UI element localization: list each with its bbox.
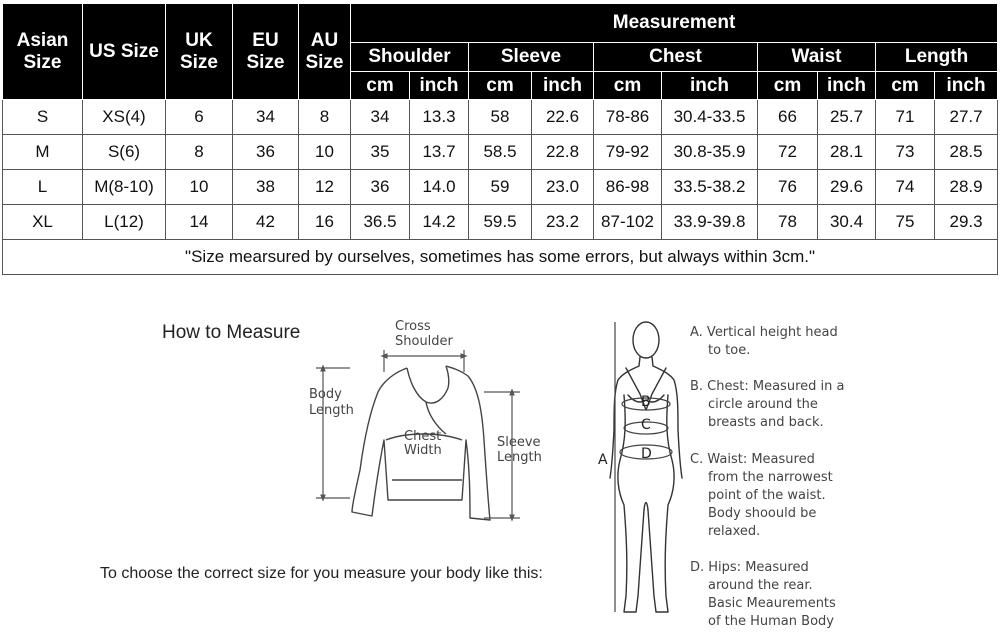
note-b-line-1: B. Chest: Measured in a — [690, 379, 845, 394]
sleeve-length-label-2: Length — [497, 450, 542, 465]
note-d-line-2: around the rear. — [708, 578, 813, 593]
size-cell: 72 — [758, 135, 818, 170]
size-cell: 30.4-33.5 — [662, 100, 758, 135]
size-cell: 23.2 — [532, 205, 594, 240]
size-cell: 34 — [233, 100, 299, 135]
size-cell: L(12) — [83, 205, 166, 240]
size-cell: 78-86 — [594, 100, 662, 135]
unit-header: inch — [532, 72, 594, 100]
unit-header: inch — [818, 72, 876, 100]
header-length: Length — [876, 43, 998, 72]
size-cell: 33.5-38.2 — [662, 170, 758, 205]
size-cell: 14 — [166, 205, 233, 240]
size-cell: 23.0 — [532, 170, 594, 205]
body-length-label-1: Body — [309, 387, 342, 402]
marker-c: C — [641, 417, 651, 433]
size-cell: 75 — [876, 205, 935, 240]
header-chest: Chest — [594, 43, 758, 72]
note-c-line-2: from the narrowest — [708, 470, 833, 485]
size-cell: 36.5 — [351, 205, 410, 240]
size-cell: 71 — [876, 100, 935, 135]
size-cell: M(8-10) — [83, 170, 166, 205]
size-cell: 30.4 — [818, 205, 876, 240]
cross-shoulder-label-2: Shoulder — [395, 334, 453, 349]
size-cell: S(6) — [83, 135, 166, 170]
note-a-line-2: to toe. — [708, 343, 751, 358]
size-cell: 28.1 — [818, 135, 876, 170]
size-cell: 22.6 — [532, 100, 594, 135]
size-cell: S — [3, 100, 83, 135]
header-us-size: US Size — [83, 4, 166, 100]
size-cell: 13.7 — [410, 135, 469, 170]
size-cell: 36 — [351, 170, 410, 205]
size-cell: 13.3 — [410, 100, 469, 135]
header-eu-size: EU Size — [233, 4, 299, 100]
note-c-line-1: C. Waist: Measured — [690, 452, 815, 467]
unit-header: cm — [594, 72, 662, 100]
size-cell: 42 — [233, 205, 299, 240]
size-cell: 74 — [876, 170, 935, 205]
size-cell: 35 — [351, 135, 410, 170]
body-measure-lines — [615, 322, 672, 612]
body-figure — [610, 322, 682, 612]
cross-shoulder-label-1: Cross — [395, 319, 431, 334]
header-asian-size: Asian Size — [3, 4, 83, 100]
size-cell: L — [3, 170, 83, 205]
size-cell: 79-92 — [594, 135, 662, 170]
size-cell: 27.7 — [935, 100, 998, 135]
size-cell: 59.5 — [469, 205, 532, 240]
size-cell: 78 — [758, 205, 818, 240]
size-cell: 29.6 — [818, 170, 876, 205]
marker-a: A — [598, 452, 608, 468]
sleeve-length-label-1: Sleeve — [497, 435, 541, 450]
size-cell: 58 — [469, 100, 532, 135]
size-cell: 10 — [166, 170, 233, 205]
note-c-line-5: relaxed. — [708, 524, 761, 539]
unit-header: cm — [758, 72, 818, 100]
chest-width-label-1: Chest — [404, 429, 442, 444]
unit-header: inch — [662, 72, 758, 100]
size-cell: M — [3, 135, 83, 170]
note-d-line-3: Basic Meaurements — [708, 596, 836, 611]
size-cell: 8 — [299, 100, 351, 135]
unit-header: cm — [351, 72, 410, 100]
size-cell: 29.3 — [935, 205, 998, 240]
size-cell: 36 — [233, 135, 299, 170]
body-length-label-2: Length — [309, 403, 354, 418]
size-cell: 87-102 — [594, 205, 662, 240]
note-a-line-1: A. Vertical height head — [690, 325, 838, 340]
unit-header: inch — [935, 72, 998, 100]
size-cell: 38 — [233, 170, 299, 205]
marker-b: B — [641, 394, 651, 410]
unit-header: cm — [469, 72, 532, 100]
unit-header: inch — [410, 72, 469, 100]
note-b-line-3: breasts and back. — [708, 415, 824, 430]
chest-width-label-2: Width — [404, 443, 442, 458]
size-cell: 73 — [876, 135, 935, 170]
size-cell: 10 — [299, 135, 351, 170]
header-sleeve: Sleeve — [469, 43, 594, 72]
size-cell: 59 — [469, 170, 532, 205]
size-cell: 25.7 — [818, 100, 876, 135]
unit-header: cm — [876, 72, 935, 100]
header-uk-size: UK Size — [166, 4, 233, 100]
note-d-line-1: D. Hips: Measured — [690, 560, 809, 575]
size-cell: 34 — [351, 100, 410, 135]
size-cell: 76 — [758, 170, 818, 205]
size-cell: 16 — [299, 205, 351, 240]
size-cell: 66 — [758, 100, 818, 135]
size-cell: 28.5 — [935, 135, 998, 170]
size-cell: 33.9-39.8 — [662, 205, 758, 240]
note-c-line-3: point of the waist. — [708, 488, 826, 503]
size-cell: 22.8 — [532, 135, 594, 170]
header-au-size: AU Size — [299, 4, 351, 100]
size-cell: 14.0 — [410, 170, 469, 205]
size-cell: 28.9 — [935, 170, 998, 205]
header-shoulder: Shoulder — [351, 43, 469, 72]
marker-d: D — [641, 446, 652, 462]
size-cell: XL — [3, 205, 83, 240]
choose-size-instruction: To choose the correct size for you measure your body like this: — [100, 565, 543, 582]
size-cell: 86-98 — [594, 170, 662, 205]
size-cell: 12 — [299, 170, 351, 205]
note-c-line-4: Body shoould be — [708, 506, 817, 521]
size-cell: 58.5 — [469, 135, 532, 170]
size-cell: 30.8-35.9 — [662, 135, 758, 170]
size-cell: 14.2 — [410, 205, 469, 240]
header-waist: Waist — [758, 43, 876, 72]
header-measurement: Measurement — [351, 4, 998, 43]
how-to-measure-title: How to Measure — [162, 322, 301, 343]
note-b-line-2: circle around the — [708, 397, 818, 412]
measurement-note: "Size mearsured by ourselves, sometimes has some errors, but always within 3cm." — [3, 240, 998, 275]
size-cell: 6 — [166, 100, 233, 135]
size-cell: 8 — [166, 135, 233, 170]
size-cell: XS(4) — [83, 100, 166, 135]
note-d-line-4: of the Human Body — [708, 614, 834, 629]
